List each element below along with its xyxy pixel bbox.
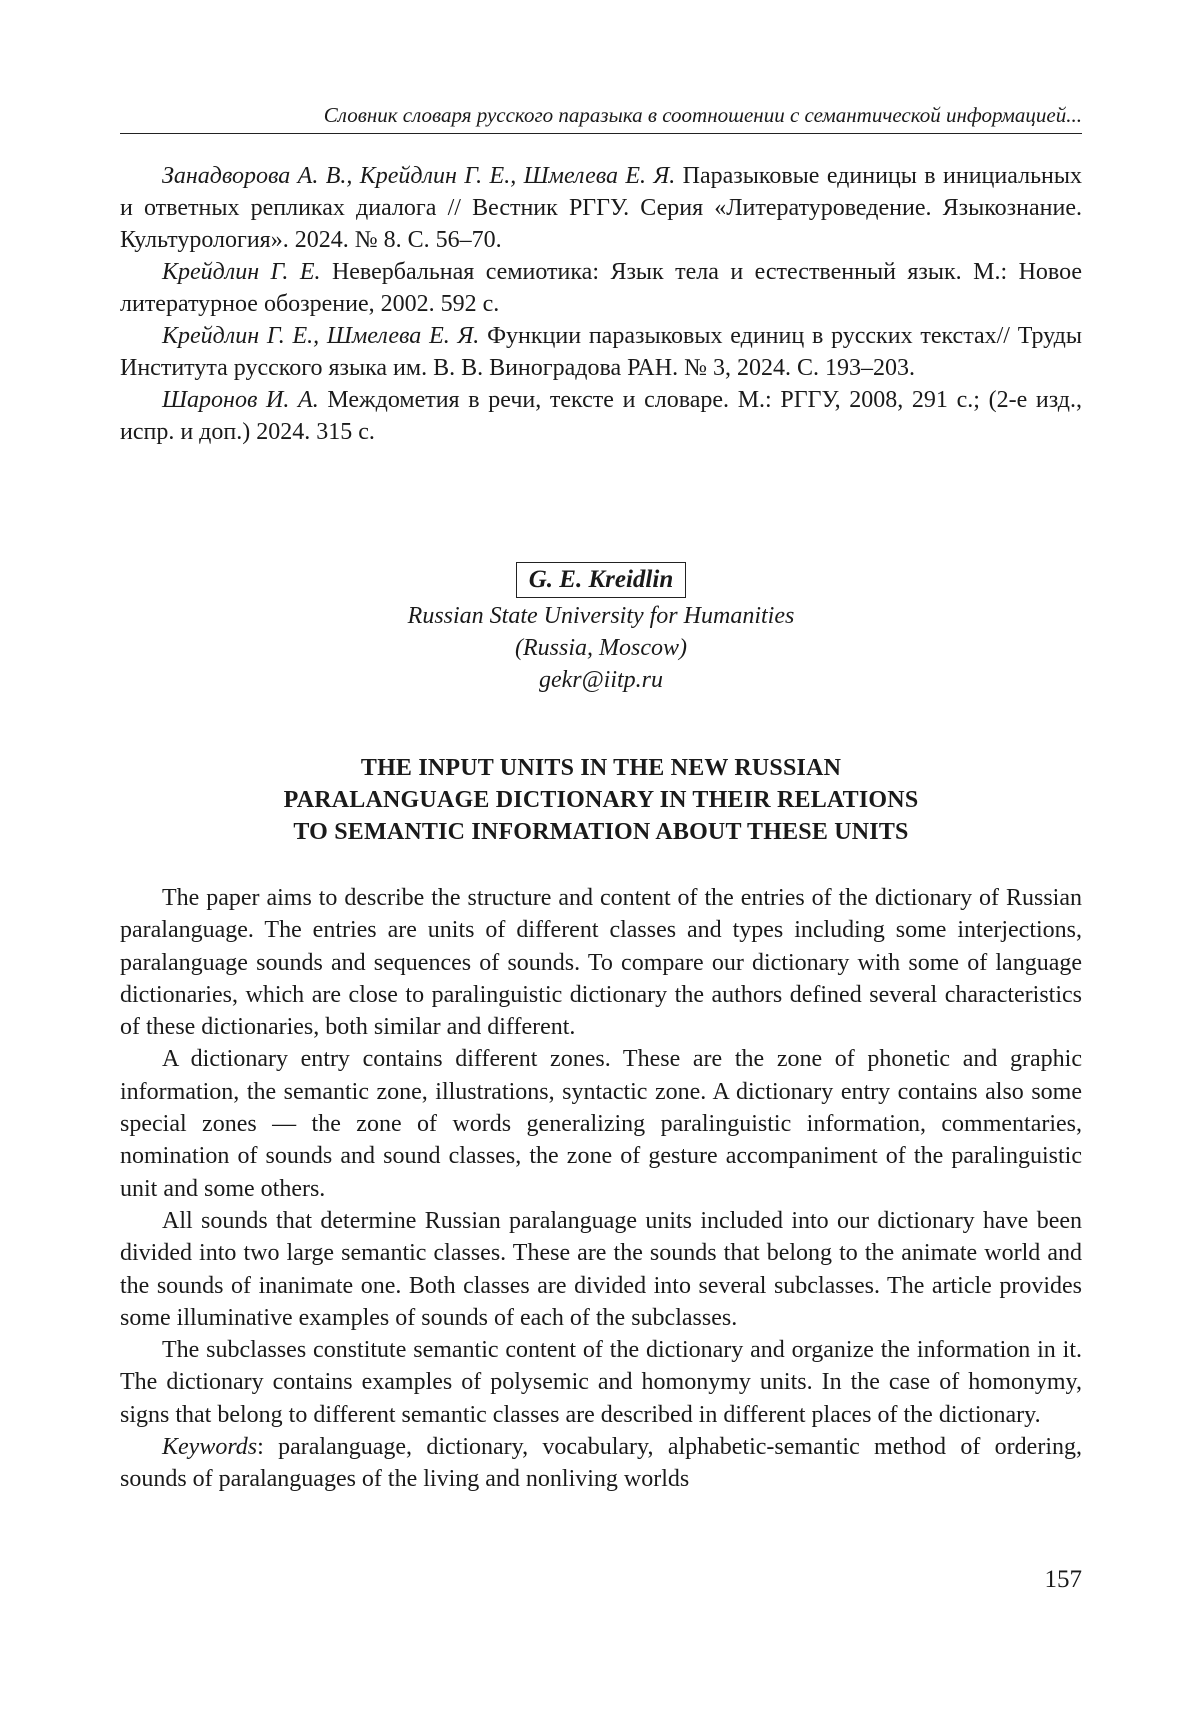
keywords-text: : paralanguage, dictionary, vocabulary, alphabetic-semantic method of ordering, sounds of paralanguages of the living and nonliving worlds (120, 1434, 1082, 1493)
keywords (120, 1431, 1082, 1496)
reference-item (120, 384, 1082, 448)
reference-authors: Крейдлин Г. Е. (162, 259, 321, 285)
reference-authors: Шаронов И. А. (162, 387, 319, 413)
title-line: THE INPUT UNITS IN THE NEW RUSSIAN (360, 755, 842, 781)
author-block (120, 562, 1082, 598)
author-affiliation-block (120, 600, 1082, 696)
reference-text: Междометия в речи, тексте и словаре. М.: РГГУ, 2008, 291 с.; (2-е изд., испр. и доп.) 2024. 315 с. (120, 387, 1082, 445)
reference-text: Невербальная семиотика: Язык тела и естественный язык. М.: Новое литературное обозрение, 2002. 592 с. (120, 259, 1083, 317)
abstract-paragraph: A dictionary entry contains different zones. These are the zone of phonetic and graphic information, the semantic zone, illustrations, syntactic zone. A dictionary entry contains also some special zones — the zone of words generalizing paralinguistic information, commentaries, nomination of sounds and sound classes, the zone of gesture accompaniment of the paralinguistic unit and some others. (120, 1046, 1082, 1202)
reference-list (120, 160, 1082, 448)
page-number: 157 (1044, 1566, 1082, 1593)
title-line: TO SEMANTIC INFORMATION ABOUT THESE UNITS (293, 819, 909, 845)
author-name: G. E. Kreidlin (516, 562, 686, 598)
reference-item (120, 256, 1082, 320)
paper-title (120, 752, 1082, 848)
title-line: PARALANGUAGE DICTIONARY IN THEIR RELATIONS (283, 787, 919, 813)
reference-authors: Крейдлин Г. Е., Шмелева Е. Я. (162, 323, 480, 349)
running-head: Словник словаря русского паразыка в соотношении с семантической информацией... (120, 101, 1082, 134)
abstract-paragraph: All sounds that determine Russian paralanguage units included into our dictionary have been divided into two large semantic classes. These are the sounds that belong to the animate world and the sounds of inanimate one. Both classes are divided into several subclasses. The article provides some illuminative examples of sounds of each of the subclasses. (120, 1207, 1082, 1331)
reference-item (120, 160, 1082, 256)
abstract-paragraph: The paper aims to describe the structure and content of the entries of the dictionary of Russian paralanguage. The entries are units of different classes and types including some interjections, paralanguage sounds and sequences of sounds. To compare our dictionary with some of language dictionaries, which are close to paralinguistic dictionary the authors defined several characteristics of these dictionaries, both similar and different. (120, 885, 1082, 1041)
author-affiliation: Russian State University for Humanities (407, 603, 795, 629)
abstract-paragraph: The subclasses constitute semantic content of the dictionary and organize the information in it. The dictionary contains examples of polysemic and homonymy units. In the case of homonymy, signs that belong to different semantic classes are described in different places of the dictionary. (120, 1337, 1082, 1428)
abstract (120, 882, 1082, 1496)
reference-text: Паразыковые единицы в инициальных и ответных репликах диалога // Вестник РГГУ. Серия «Литературоведение. Языкознание. Культурология». 2024. № 8. С. 56–70. (120, 163, 1082, 253)
author-email[interactable]: gekr@iitp.ru (538, 667, 664, 693)
reference-authors: Занадворова А. В., Крейдлин Г. Е., Шмелева Е. Я. (162, 163, 676, 189)
reference-text: Функции паразыковых единиц в русских текстах// Труды Института русского языка им. В. В. Виноградова РАН. № 3, 2024. С. 193–203. (120, 323, 1082, 381)
reference-item (120, 320, 1082, 384)
author-location: (Russia, Moscow) (515, 635, 687, 661)
keywords-label: Keywords (162, 1434, 258, 1461)
page (120, 0, 1082, 1710)
